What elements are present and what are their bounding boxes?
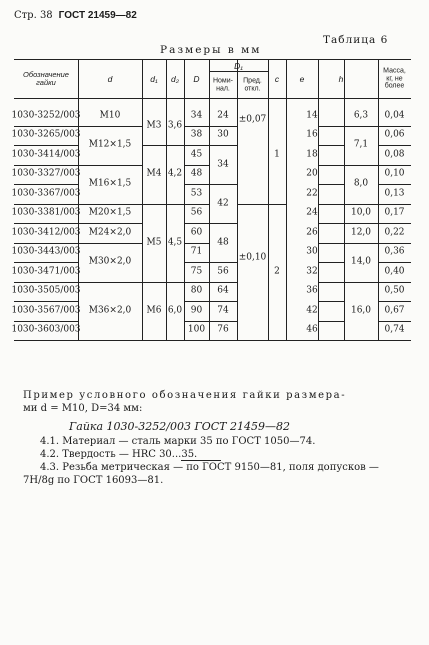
- column-header-tolerance: Пред. откл.: [243, 77, 262, 92]
- table-row-rule: [184, 321, 209, 322]
- table-column-rule: [166, 59, 167, 340]
- table-row-rule: [184, 301, 209, 302]
- table-row-rule: [378, 126, 411, 127]
- table-row-rule: [378, 301, 411, 302]
- table-column-rule: [184, 59, 185, 340]
- table-group-rule: [344, 223, 378, 224]
- D-cell: 100: [187, 324, 206, 335]
- c-cell: 1: [274, 149, 280, 160]
- example-intro-continued: ми d = M10, D=34 мм:: [23, 403, 143, 414]
- table-group-rule: [142, 145, 184, 146]
- mass-cell: 0,17: [384, 207, 405, 218]
- D1-tolerance-cell: ±0,10: [238, 252, 267, 263]
- mass-cell: 0,13: [384, 188, 405, 199]
- page-header: [14, 10, 137, 21]
- table-row-rule: [184, 165, 209, 166]
- d-cell: M30×2,0: [88, 256, 132, 267]
- column-header-d: d: [107, 73, 113, 84]
- e-cell: 30: [306, 246, 318, 257]
- h-cell: 16,0: [350, 305, 372, 316]
- d1-cell: M6: [146, 305, 162, 316]
- table-group-rule: [78, 126, 142, 127]
- table-row-rule: [184, 204, 209, 205]
- D-cell: 34: [190, 110, 203, 121]
- e-cell: 22: [306, 188, 318, 199]
- D1-tolerance-cell: ±0,07: [238, 114, 267, 125]
- d1-cell: M5: [146, 237, 162, 247]
- mass-cell: 0,67: [384, 305, 405, 316]
- table-row-rule: [318, 243, 344, 244]
- table-row-rule: [14, 165, 78, 166]
- column-header-designation: Обозначение гайки: [23, 70, 69, 87]
- D-cell: 90: [190, 305, 203, 316]
- d-cell: M24×2,0: [88, 227, 132, 238]
- designation-cell: 1030-3567/003: [11, 305, 81, 316]
- spec-thread-continued: 7H/8g по ГОСТ 16093—81.: [23, 475, 164, 486]
- d-cell: M36×2,0: [88, 305, 132, 316]
- table-group-rule: [78, 282, 142, 283]
- table-column-rule: [268, 59, 269, 340]
- table-row-rule: [318, 184, 344, 185]
- mass-cell: 0,04: [384, 110, 405, 121]
- mass-cell: 0,08: [384, 149, 405, 160]
- table-group-rule: [344, 204, 378, 205]
- column-header-d1: d₁: [150, 73, 158, 84]
- designation-cell: 1030-3414/003: [11, 149, 81, 160]
- table-row-rule: [318, 262, 344, 263]
- d1-cell: M3: [146, 120, 162, 130]
- table-group-rule: [344, 126, 378, 127]
- mass-cell: 0,10: [384, 168, 405, 179]
- table-row-rule: [184, 262, 209, 263]
- table-group-rule: [78, 223, 142, 224]
- table-group-rule: [209, 301, 237, 302]
- table-bottom-rule: [14, 340, 411, 341]
- d2-cell: 4,2: [167, 168, 183, 179]
- table-top-rule: [14, 59, 411, 60]
- table-row-rule: [318, 145, 344, 146]
- table-row-rule: [184, 282, 209, 283]
- table-group-rule: [344, 282, 378, 283]
- table-row-rule: [184, 184, 209, 185]
- table-group-rule: [142, 204, 184, 205]
- mass-cell: 0,36: [384, 246, 405, 257]
- column-header-d2: d₂: [171, 73, 179, 84]
- table-column-rule: [237, 59, 238, 340]
- table-group-rule: [78, 165, 142, 166]
- table-row-rule: [184, 223, 209, 224]
- D-cell: 48: [190, 168, 203, 179]
- table-column-rule: [142, 59, 143, 340]
- standard-number: ГОСТ 21459—82: [58, 10, 137, 21]
- column-header-mass: Масса, кг, не более: [383, 67, 406, 90]
- D1-nominal-cell: 24: [217, 110, 229, 121]
- designation-cell: 1030-3505/003: [11, 285, 81, 296]
- table-group-rule: [209, 145, 237, 146]
- table-column-rule: [209, 59, 210, 340]
- dimensions-table: [11, 59, 411, 380]
- column-header-h: h: [338, 73, 344, 84]
- e-cell: 36: [306, 285, 318, 296]
- mass-cell: 0,22: [384, 227, 405, 238]
- table-row-rule: [14, 223, 78, 224]
- table-row-rule: [14, 184, 78, 185]
- column-header-e: e: [299, 73, 305, 84]
- h-cell: 7,1: [353, 139, 369, 150]
- e-cell: 18: [306, 149, 318, 160]
- table-group-rule: [142, 282, 184, 283]
- h-cell: 6,3: [353, 110, 369, 121]
- D1-nominal-cell: 30: [217, 129, 229, 140]
- example-designation: Гайка 1030-3252/003 ГОСТ 21459—82: [69, 420, 290, 433]
- end-rule: [181, 460, 221, 461]
- table-row-rule: [318, 204, 344, 205]
- table-row-rule: [378, 165, 411, 166]
- table-row-rule: [378, 184, 411, 185]
- table-group-rule: [209, 126, 237, 127]
- table-row-rule: [184, 243, 209, 244]
- e-cell: 16: [306, 129, 318, 140]
- table-row-rule: [14, 243, 78, 244]
- table-row-rule: [318, 301, 344, 302]
- d1-cell: M4: [146, 168, 162, 179]
- table-row-rule: [318, 223, 344, 224]
- designation-cell: 1030-3381/003: [11, 207, 81, 218]
- table-row-rule: [378, 321, 411, 322]
- table-row-rule: [378, 223, 411, 224]
- table-group-rule: [209, 184, 237, 185]
- e-cell: 42: [306, 305, 318, 316]
- page-number: Стр. 38: [14, 10, 53, 21]
- table-row-rule: [378, 282, 411, 283]
- designation-cell: 1030-3603/003: [11, 324, 81, 335]
- designation-cell: 1030-3367/003: [11, 188, 81, 199]
- table-row-rule: [318, 126, 344, 127]
- h-cell: 8,0: [353, 178, 369, 189]
- table-group-rule: [344, 165, 378, 166]
- D1-nominal-cell: 48: [217, 237, 229, 247]
- table-group-rule: [209, 282, 237, 283]
- table-row-rule: [318, 165, 344, 166]
- d2-cell: 3,6: [167, 120, 183, 130]
- spec-material: 4.1. Материал — сталь марки 35 по ГОСТ 1050—74.: [40, 436, 316, 447]
- table-row-rule: [378, 243, 411, 244]
- D-cell: 60: [190, 227, 203, 238]
- table-row-rule: [14, 301, 78, 302]
- d2-cell: 6,0: [167, 305, 183, 316]
- mass-cell: 0,74: [384, 324, 405, 335]
- e-cell: 46: [306, 324, 318, 335]
- table-row-rule: [14, 282, 78, 283]
- designation-cell: 1030-3252/003: [11, 110, 81, 121]
- table-row-rule: [318, 321, 344, 322]
- d-cell: M16×1,5: [88, 178, 132, 189]
- table-row-rule: [14, 262, 78, 263]
- table-group-rule: [209, 262, 237, 263]
- D-cell: 75: [190, 266, 203, 277]
- e-cell: 26: [306, 227, 318, 238]
- table-group-rule: [78, 204, 142, 205]
- h-cell: 14,0: [350, 256, 372, 267]
- column-header-D1: D₁: [234, 60, 243, 71]
- table-group-rule: [344, 243, 378, 244]
- table-group-rule: [209, 321, 237, 322]
- D-cell: 71: [190, 246, 203, 257]
- D-cell: 45: [190, 149, 203, 160]
- table-column-rule: [286, 59, 287, 340]
- D1-nominal-cell: 56: [217, 266, 229, 277]
- table-column-rule: [378, 59, 379, 340]
- mass-cell: 0,06: [384, 129, 405, 140]
- D1-nominal-cell: 34: [217, 159, 229, 169]
- d-cell: M12×1,5: [88, 139, 132, 150]
- table-row-rule: [184, 126, 209, 127]
- designation-cell: 1030-3471/003: [11, 266, 81, 277]
- e-cell: 14: [306, 110, 318, 121]
- d-cell: M20×1,5: [88, 207, 132, 218]
- table-row-rule: [184, 145, 209, 146]
- table-group-rule: [78, 243, 142, 244]
- table-row-rule: [318, 282, 344, 283]
- example-intro: Пример условного обозначения гайки размера-: [23, 390, 347, 401]
- d2-cell: 4,5: [167, 237, 183, 247]
- spec-thread: 4.3. Резьба метрическая — по ГОСТ 9150—81, поля допусков —: [40, 462, 379, 473]
- mass-cell: 0,50: [384, 285, 405, 296]
- table-header-rule: [14, 98, 411, 99]
- e-cell: 20: [306, 168, 318, 179]
- table-row-rule: [14, 145, 78, 146]
- column-header-c: c: [274, 73, 280, 84]
- D-cell: 56: [190, 207, 203, 218]
- table-column-rule: [78, 59, 79, 340]
- D1-nominal-cell: 42: [217, 198, 229, 208]
- table-row-rule: [378, 262, 411, 263]
- dimensions-caption: Размеры в мм: [160, 44, 262, 56]
- e-cell: 32: [306, 266, 318, 277]
- table-row-rule: [378, 204, 411, 205]
- e-cell: 24: [306, 207, 318, 218]
- table-group-rule: [237, 204, 286, 205]
- table-column-rule: [344, 59, 345, 340]
- column-header-nominal: Номи- нал.: [212, 77, 233, 92]
- table-row-rule: [14, 321, 78, 322]
- D1-nominal-cell: 76: [217, 324, 229, 335]
- d-cell: M10: [99, 110, 121, 121]
- table-row-rule: [14, 204, 78, 205]
- designation-cell: 1030-3265/003: [11, 129, 81, 140]
- spec-hardness: 4.2. Твердость — HRC 30...35.: [40, 449, 198, 460]
- designation-cell: 1030-3412/003: [11, 227, 81, 238]
- designation-cell: 1030-3327/003: [11, 168, 81, 179]
- h-cell: 10,0: [350, 207, 372, 218]
- table-row-rule: [378, 145, 411, 146]
- table-label: Таблица 6: [323, 34, 389, 46]
- column-header-D: D: [193, 73, 200, 84]
- table-group-rule: [209, 223, 237, 224]
- D-cell: 38: [190, 129, 203, 140]
- table-row-rule: [14, 126, 78, 127]
- table-d1-header-rule: [209, 71, 268, 72]
- D1-nominal-cell: 64: [217, 285, 229, 296]
- h-cell: 12,0: [350, 227, 372, 238]
- D-cell: 80: [190, 285, 203, 296]
- D1-nominal-cell: 74: [217, 305, 229, 316]
- D-cell: 53: [190, 188, 203, 199]
- designation-cell: 1030-3443/003: [11, 246, 81, 257]
- mass-cell: 0,40: [384, 266, 405, 277]
- c-cell: 2: [274, 266, 280, 277]
- table-column-rule: [318, 59, 319, 340]
